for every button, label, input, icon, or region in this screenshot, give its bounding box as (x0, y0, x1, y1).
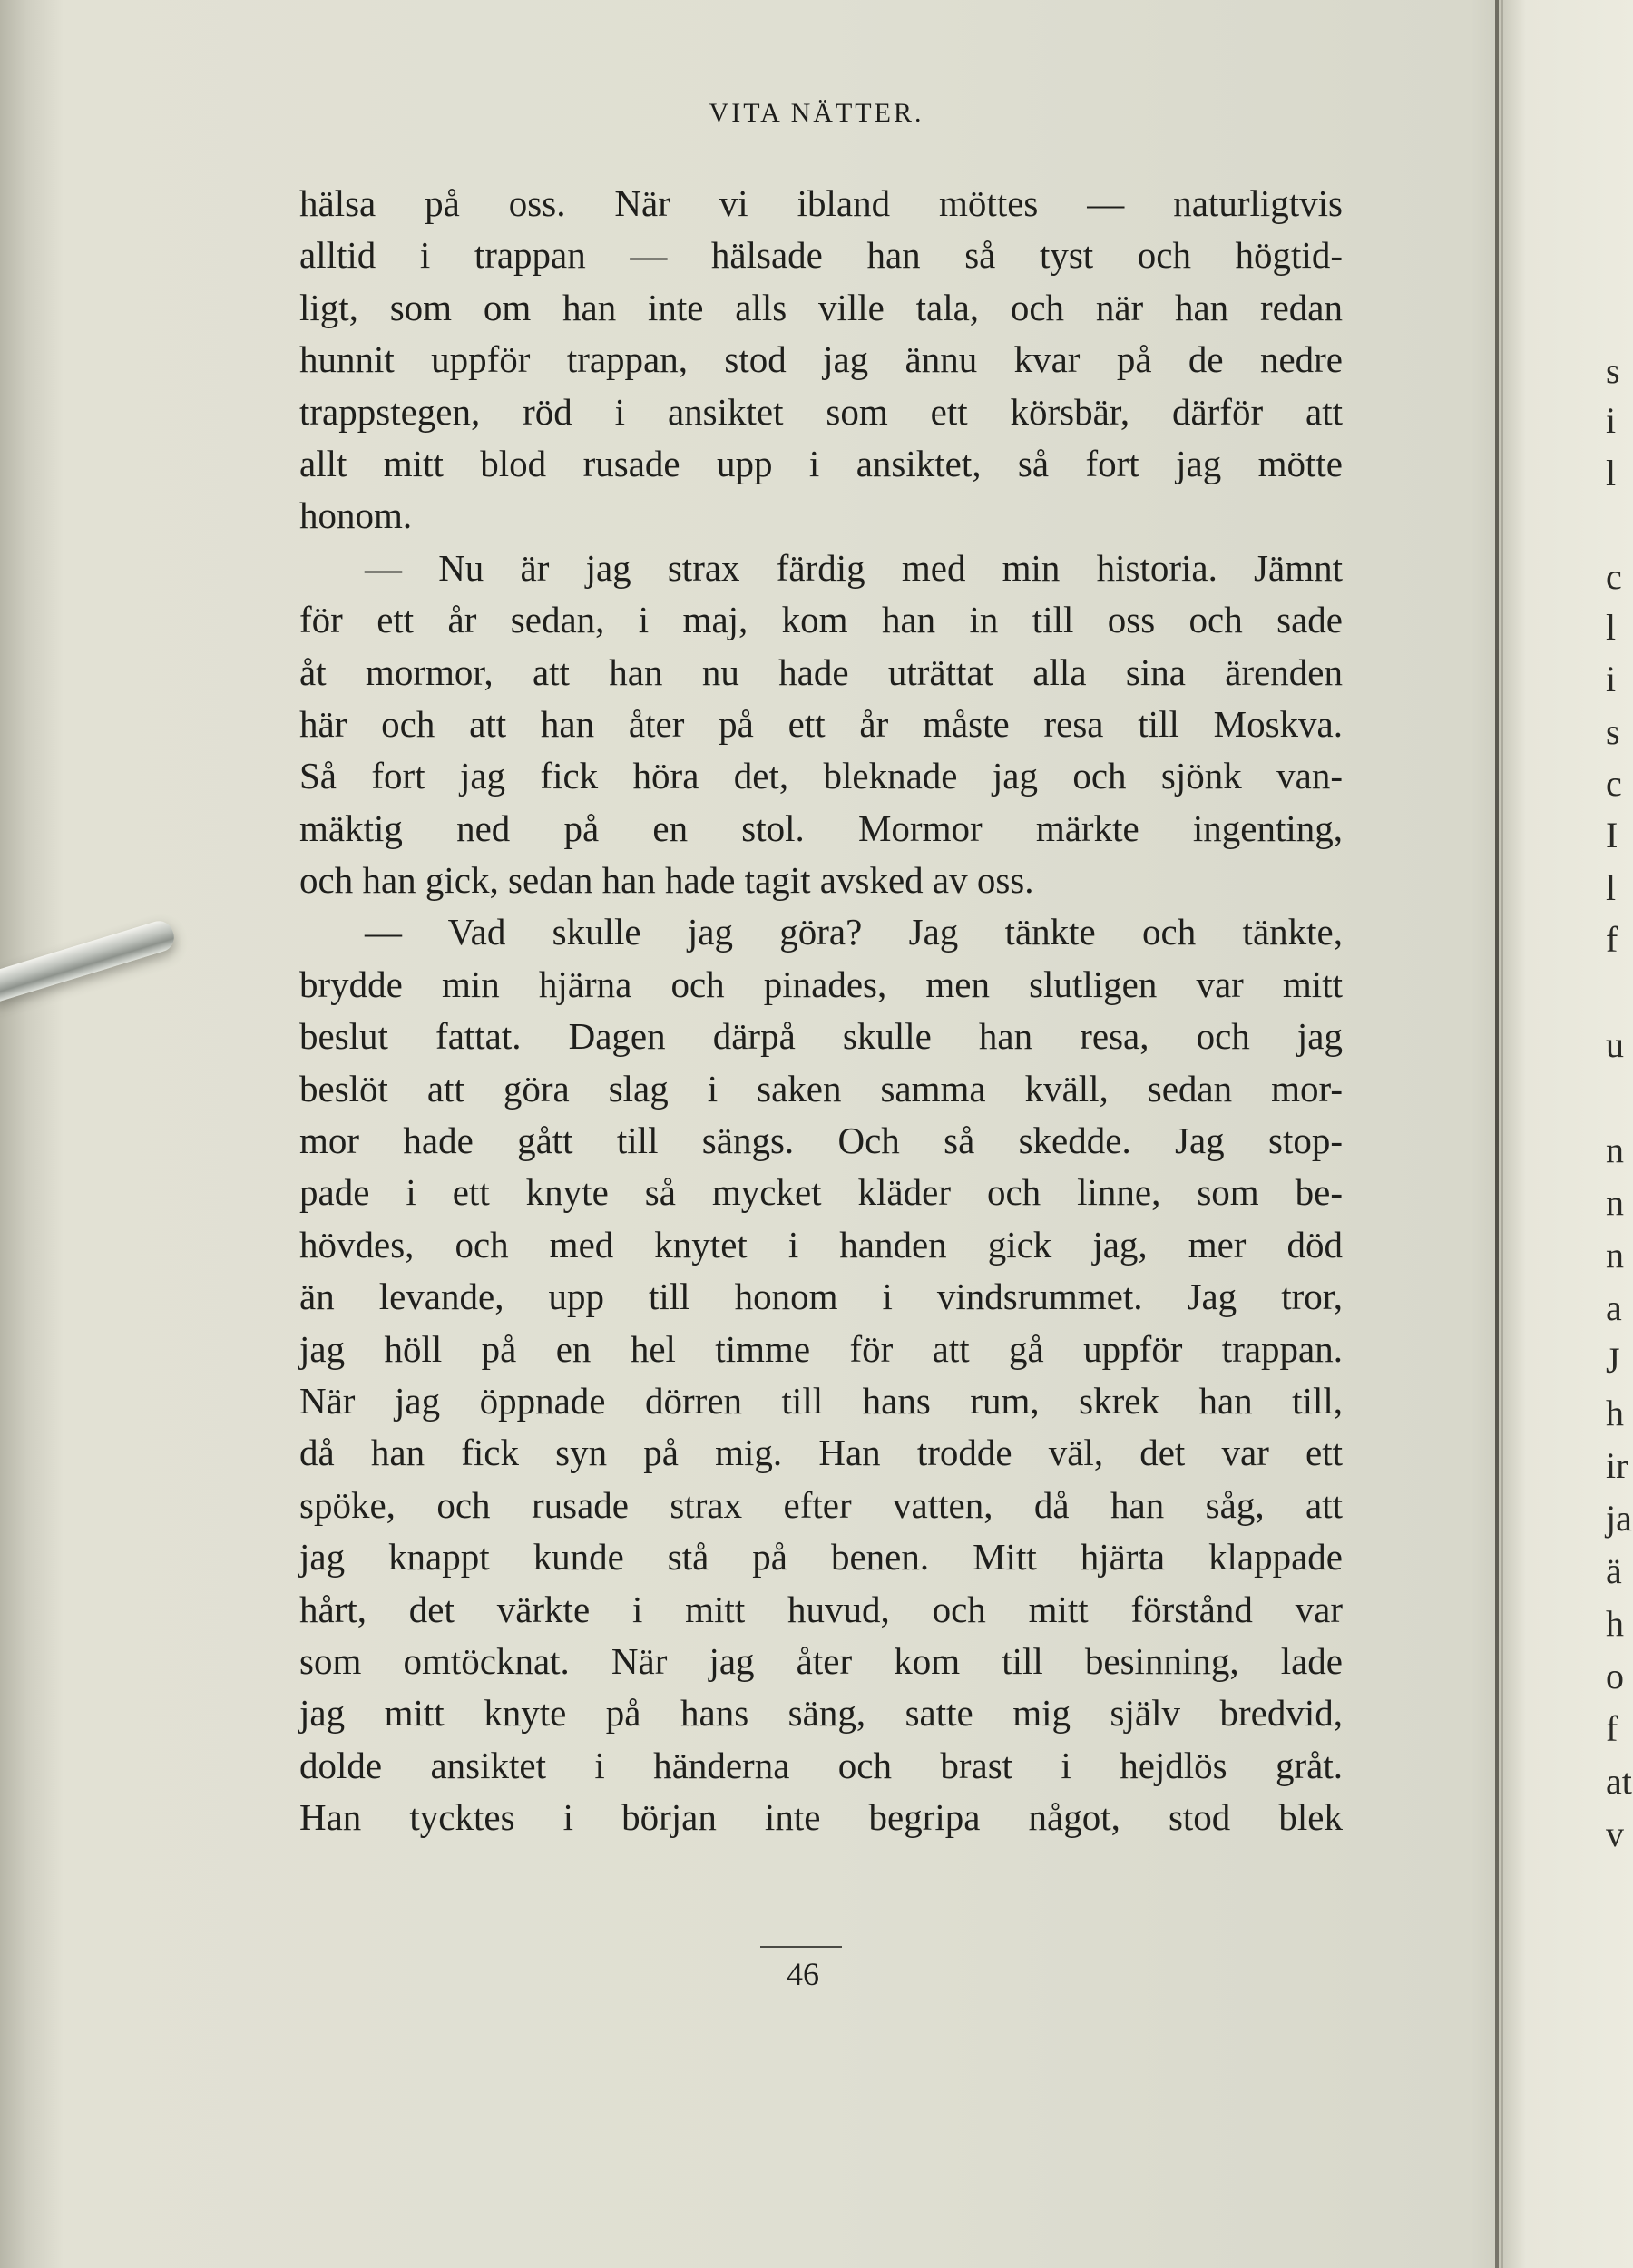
text-line: jag mitt knyte på hans säng, satte mig själv bredvid, (299, 1692, 1343, 1735)
facing-page-fragment: i (1606, 659, 1617, 699)
text-line: Han tycktes i början inte begripa något, stod blek (299, 1796, 1343, 1839)
text-line: — Nu är jag strax färdig med min historia. Jämnt (365, 546, 1343, 589)
facing-page-fragment: h (1606, 1603, 1624, 1644)
facing-page-fragment: s (1606, 350, 1620, 391)
spine-shadow (0, 0, 64, 2268)
facing-page-fragment: I (1606, 815, 1618, 855)
facing-page-fragment: o (1606, 1656, 1624, 1696)
page-body-text (299, 178, 1343, 1844)
text-line: dolde ansiktet i händerna och brast i hejdlös gråt. (299, 1744, 1343, 1786)
text-line: alltid i trappan — hälsade han så tyst och högtid- (299, 234, 1343, 277)
facing-page-fragment: f (1606, 1708, 1618, 1749)
text-line: När jag öppnade dörren till hans rum, skrek han till, (299, 1379, 1343, 1422)
text-line: än levande, upp till honom i vindsrummet. Jag tror, (299, 1276, 1343, 1318)
text-line: då han fick syn på mig. Han trodde väl, det var ett (299, 1432, 1343, 1474)
facing-page-border (1501, 0, 1503, 2268)
text-line: jag knappt kunde stå på benen. Mitt hjärta klappade (299, 1536, 1343, 1579)
text-line: spöke, och rusade strax efter vatten, då han såg, att (299, 1483, 1343, 1526)
page-number-rule (760, 1946, 842, 1948)
facing-page-fragment: s (1606, 711, 1620, 752)
text-line: trappstegen, röd i ansiktet som ett körsbär, därför att (299, 390, 1343, 433)
text-line: jag höll på en hel timme för att gå uppför trappan. (299, 1327, 1343, 1370)
text-line: som omtöcknat. När jag åter kom till besinning, lade (299, 1639, 1343, 1682)
text-line: hunnit uppför trappan, stod jag ännu kvar på de nedre (299, 338, 1343, 381)
text-line: allt mitt blod rusade upp i ansiktet, så fort jag mötte (299, 442, 1343, 484)
text-line: åt mormor, att han nu hade uträttat alla sina ärenden (299, 650, 1343, 693)
text-line: honom. (299, 494, 413, 537)
text-line: hälsa på oss. När vi ibland möttes — naturligtvis (299, 182, 1343, 224)
facing-page-fragment: a (1606, 1287, 1622, 1328)
facing-page-fragment: n (1606, 1129, 1624, 1170)
text-line: Så fort jag fick höra det, bleknade jag och sjönk van- (299, 755, 1343, 797)
facing-page-fragment: ä (1606, 1550, 1622, 1591)
text-line: ligt, som om han inte alls ville tala, och när han redan (299, 286, 1343, 328)
text-line: mäktig ned på en stol. Mormor märkte ingenting, (299, 807, 1343, 849)
text-line: mor hade gått till sängs. Och så skedde. Jag stop- (299, 1119, 1343, 1162)
text-line: beslöt att göra slag i saken samma kväll, sedan mor- (299, 1067, 1343, 1110)
text-line: hårt, det värkte i mitt huvud, och mitt förstånd var (299, 1588, 1343, 1630)
text-line: beslut fattat. Dagen därpå skulle han resa, och jag (299, 1015, 1343, 1058)
facing-page-fragment: J (1606, 1340, 1620, 1381)
text-line: — Vad skulle jag göra? Jag tänkte och tänkte, (365, 911, 1343, 953)
text-line: för ett år sedan, i maj, kom han in till oss och sade (299, 599, 1343, 641)
facing-page-fragment: l (1606, 453, 1617, 494)
text-line: hövdes, och med knytet i handen gick jag, mer död (299, 1223, 1343, 1266)
text-line: brydde min hjärna och pinades, men slutligen var mitt (299, 963, 1343, 1005)
facing-page-fragment: at (1606, 1761, 1632, 1802)
facing-page-fragment: u (1606, 1024, 1624, 1065)
facing-page-fragment: n (1606, 1235, 1624, 1276)
facing-page-fragment: ir (1606, 1445, 1628, 1486)
facing-page-fragment: v (1606, 1813, 1624, 1854)
facing-page-fragment: l (1606, 867, 1617, 908)
facing-page-fragment: i (1606, 400, 1617, 441)
facing-page-fragment: c (1606, 763, 1622, 804)
facing-page-fragment: f (1606, 919, 1618, 960)
running-head: VITA NÄTTER. (709, 98, 924, 128)
facing-page-fragment: n (1606, 1182, 1624, 1223)
facing-page-fragment: h (1606, 1393, 1624, 1433)
text-line: här och att han åter på ett år måste resa till Moskva. (299, 702, 1343, 745)
facing-page-fragment: l (1606, 607, 1617, 648)
page-number: 46 (787, 1956, 819, 1992)
page-fold-line (1495, 0, 1499, 2268)
facing-page-fragment: c (1606, 556, 1622, 597)
facing-page-fragment: ja (1606, 1498, 1632, 1539)
text-line: och han gick, sedan han hade tagit avsked av oss. (299, 859, 1034, 902)
text-line: pade i ett knyte så mycket kläder och linne, som be- (299, 1171, 1343, 1214)
